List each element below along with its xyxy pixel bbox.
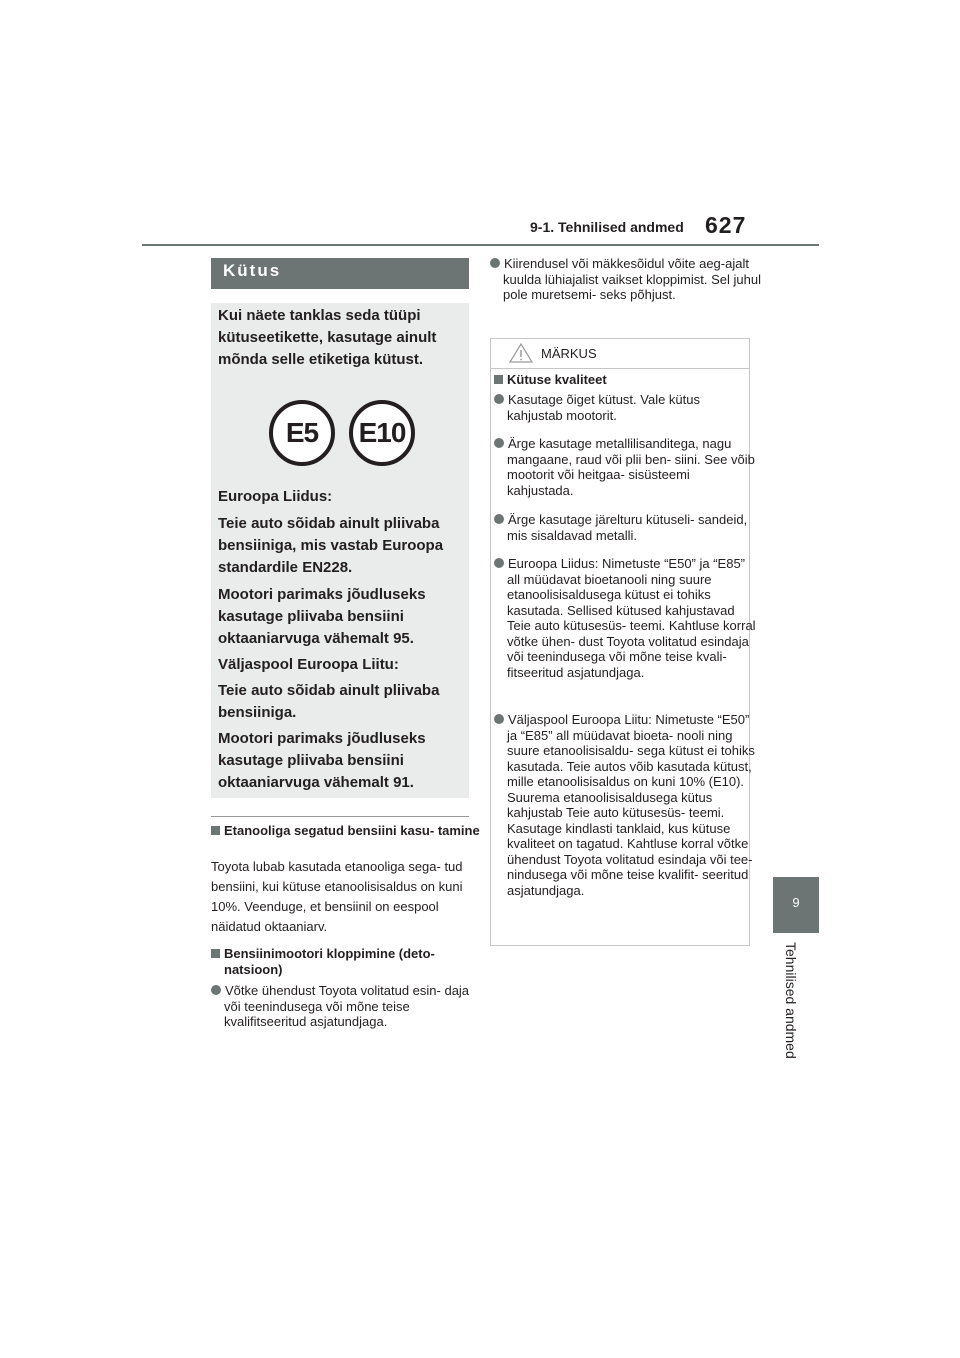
round-bullet-icon [211, 985, 221, 995]
round-bullet-icon [494, 514, 504, 524]
chapter-tab-number: 9 [792, 895, 800, 910]
fuel-box-line: Mootori parimaks jõudluseks kasutage pliivaba bensiini oktaaniarvuga vähemalt 91. [218, 730, 426, 791]
fuel-box-line: Euroopa Liidus: [218, 488, 333, 505]
square-bullet-icon [211, 826, 220, 835]
warning-triangle-icon [508, 342, 534, 364]
fuel-box-title: Kütus [223, 261, 282, 280]
square-bullet-icon [494, 375, 503, 384]
header-rule [142, 244, 819, 246]
bullet-item: Kiirendusel või mäkkesõidul võite aeg-ajalt kuulda lühiajalist vaikset kloppimist. Sel juhul pole muretsemi- seks põhjust. [490, 256, 761, 303]
subheading-knocking: Bensiinimootori kloppimine (deto- natsioon) [211, 946, 486, 977]
fuel-box-intro: Kui näete tanklas seda tüüpi kütuseetikette, kasutage ainult mõnda selle etiketiga kütust. [218, 307, 437, 368]
round-bullet-icon [494, 714, 504, 724]
divider [211, 816, 469, 817]
paragraph-ethanol: Toyota lubab kasutada etanooliga sega- tud bensiini, kui kütuse etanoolisisaldus on kuni 10%. Veenduge, et bensiinil on eespool näidatud oktaaniarv. [211, 859, 463, 934]
notice-title: MÄRKUS [541, 346, 597, 361]
round-bullet-icon [494, 394, 504, 404]
notice-item: Väljaspool Euroopa Liitu: Nimetuste “E50” ja “E85” all müüdavat bioeta- nooli ning suure etanoolisisaldu- sega kütust ei tohiks kasutada. Teie autos võib kasutada kütust, mille etanoolisisaldus on kuni 10% (E10). Suurema etanoolisisaldusega kütus kahjustab Teie auto kütusesüs- teemi. Kasutage kindlasti tanklaid, kus kütuse kvaliteet on tagatud. Kahtluse korral võtke ühendust Toyota volitatud esindaja või tee- nindusega või mõne teise kvalifit- seeritud asjatundjaga. [494, 712, 757, 898]
fuel-box-line: Teie auto sõidab ainult pliivaba bensiiniga. [218, 682, 440, 721]
fuel-label-e5: E5 [269, 400, 335, 466]
round-bullet-icon [490, 258, 500, 268]
square-bullet-icon [211, 949, 220, 958]
notice-item: Kasutage õiget kütust. Vale kütus kahjustab mootorit. [494, 392, 757, 423]
chapter-tab-label: Tehnilised andmed [783, 942, 799, 1059]
section-title: 9-1. Tehnilised andmed [530, 219, 684, 235]
fuel-box-line: Väljaspool Euroopa Liitu: [218, 656, 399, 673]
round-bullet-icon [494, 438, 504, 448]
subheading-ethanol: Etanooliga segatud bensiini kasu- tamine [211, 823, 486, 839]
notice-divider [490, 368, 749, 369]
notice-item: Ärge kasutage metallilisanditega, nagu mangaane, raud või plii ben- siini. See võib mootorit või heitgaa- sisüsteemi kahjustada. [494, 436, 757, 498]
round-bullet-icon [494, 558, 504, 568]
fuel-label-e10: E10 [349, 400, 415, 466]
fuel-box-line: Mootori parimaks jõudluseks kasutage pliivaba bensiini oktaaniarvuga vähemalt 95. [218, 586, 426, 647]
bullet-item: Võtke ühendust Toyota volitatud esin- daja või teenindusega või mõne teise kvalifitseeritud asjatundjaga. [211, 983, 486, 1030]
notice-item: Euroopa Liidus: Nimetuste “E50” ja “E85” all müüdavat bioetanooli ning suure etanoolisisaldusega kütust ei tohiks kasutada. Sellised kütused kahjustavad Teie auto kütusesüs- teemi. Kahtluse korral võtke ühen- dust Toyota volitatud esindaja või teenindusega või mõne teise kvali- fitseeritud asjatundjaga. [494, 556, 757, 680]
page-number: 627 [705, 212, 747, 238]
notice-item: Ärge kasutage järelturu kütuseli- sandeid, mis sisaldavad metalli. [494, 512, 757, 543]
notice-heading: Kütuse kvaliteet [494, 372, 757, 388]
fuel-box-line: Teie auto sõidab ainult pliivaba bensiiniga, mis vastab Euroopa standardile EN228. [218, 515, 444, 576]
